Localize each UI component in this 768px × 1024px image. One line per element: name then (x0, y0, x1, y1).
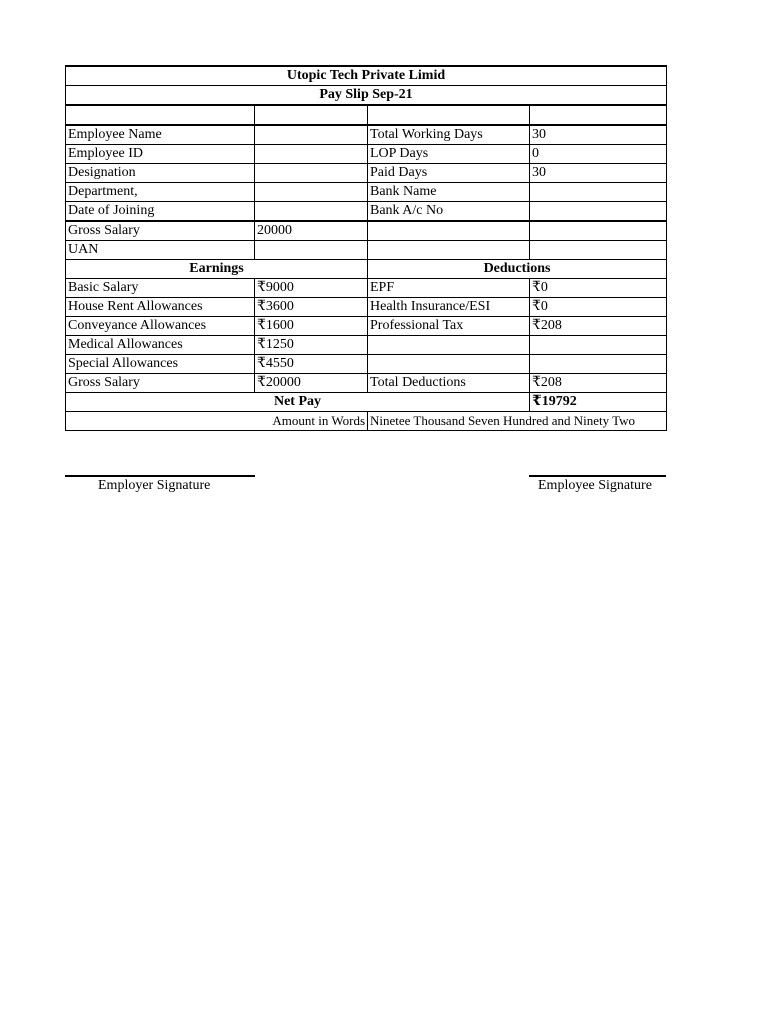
department-value (255, 183, 368, 202)
amount-in-words-row (66, 412, 667, 431)
net-pay-amount: ₹19792 (530, 393, 667, 412)
total-deductions-amount: ₹208 (530, 374, 667, 393)
deduction-amount: ₹208 (530, 317, 667, 336)
line-item-row (66, 355, 667, 374)
earning-label: Basic Salary (66, 279, 255, 298)
info-row-department (66, 183, 667, 202)
deduction-label: EPF (368, 279, 530, 298)
info-row-employee-id (66, 145, 667, 164)
lop-days-value: 0 (530, 145, 667, 164)
amount-in-words-value: Ninetee Thousand Seven Hundred and Ninety Two (368, 412, 667, 431)
earning-amount: ₹1250 (255, 336, 368, 355)
earning-label: Conveyance Allowances (66, 317, 255, 336)
line-item-row (66, 317, 667, 336)
line-item-row (66, 298, 667, 317)
info-row-date-of-joining (66, 202, 667, 222)
date-of-joining-value (255, 202, 368, 222)
deduction-amount (530, 355, 667, 374)
net-pay-row (66, 393, 667, 412)
employee-id-label: Employee ID (66, 145, 255, 164)
gross-salary-total-amount: ₹20000 (255, 374, 368, 393)
payslip-title: Pay Slip Sep-21 (66, 86, 667, 106)
earnings-header: Earnings (66, 260, 368, 279)
deduction-label: Health Insurance/ESI (368, 298, 530, 317)
deductions-header: Deductions (368, 260, 667, 279)
bank-account-label: Bank A/c No (368, 202, 530, 222)
gross-salary-label: Gross Salary (66, 221, 255, 241)
total-working-days-label: Total Working Days (368, 125, 530, 145)
info-row-designation (66, 164, 667, 183)
employee-id-value (255, 145, 368, 164)
gross-salary-total-label: Gross Salary (66, 374, 255, 393)
line-item-row (66, 336, 667, 355)
employee-name-value (255, 125, 368, 145)
info-row-gross-salary (66, 221, 667, 241)
earning-amount: ₹3600 (255, 298, 368, 317)
lop-days-label: LOP Days (368, 145, 530, 164)
deduction-amount: ₹0 (530, 298, 667, 317)
bank-account-value (530, 202, 667, 222)
total-deductions-label: Total Deductions (368, 374, 530, 393)
gross-salary-value: 20000 (255, 221, 368, 241)
paid-days-value: 30 (530, 164, 667, 183)
deduction-label: Professional Tax (368, 317, 530, 336)
company-name: Utopic Tech Private Limid (66, 66, 667, 86)
earning-amount: ₹1600 (255, 317, 368, 336)
paid-days-label: Paid Days (368, 164, 530, 183)
uan-value (255, 241, 368, 260)
designation-label: Designation (66, 164, 255, 183)
earning-amount: ₹4550 (255, 355, 368, 374)
designation-value (255, 164, 368, 183)
bank-name-label: Bank Name (368, 183, 530, 202)
employer-signature-label: Employer Signature (98, 478, 211, 493)
deduction-label (368, 355, 530, 374)
amount-in-words-label: Amount in Words (66, 412, 368, 431)
date-of-joining-label: Date of Joining (66, 202, 255, 222)
bank-name-value (530, 183, 667, 202)
earning-label: Medical Allowances (66, 336, 255, 355)
info-row-uan (66, 241, 667, 260)
section-header-row (66, 260, 667, 279)
earning-amount: ₹9000 (255, 279, 368, 298)
info-row-employee-name (66, 125, 667, 145)
net-pay-label: Net Pay (66, 393, 530, 412)
line-item-row (66, 279, 667, 298)
blank-row (66, 105, 667, 125)
department-label: Department, (66, 183, 255, 202)
totals-row (66, 374, 667, 393)
earning-label: Special Allowances (66, 355, 255, 374)
uan-label: UAN (66, 241, 255, 260)
payslip-table (65, 65, 667, 431)
earning-label: House Rent Allowances (66, 298, 255, 317)
employee-name-label: Employee Name (66, 125, 255, 145)
total-working-days-value: 30 (530, 125, 667, 145)
employee-signature-label: Employee Signature (538, 478, 652, 493)
deduction-amount (530, 336, 667, 355)
deduction-amount: ₹0 (530, 279, 667, 298)
deduction-label (368, 336, 530, 355)
